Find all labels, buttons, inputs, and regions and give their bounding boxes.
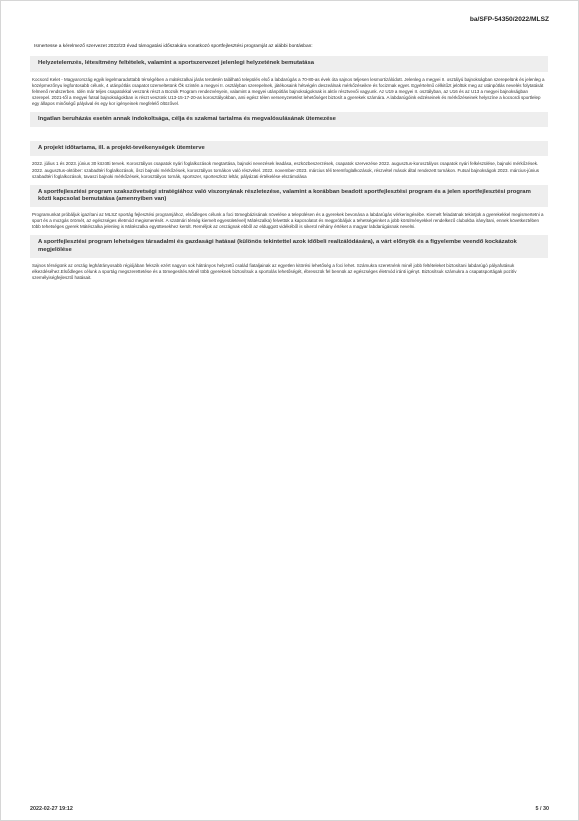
section-strategy bbox=[30, 185, 548, 231]
section-heading: Helyzetelemzés, létesítmény feltételek, valamint a sportszervezet jelenlegi helyzetének bemutatása bbox=[30, 56, 548, 71]
section-text: 2022. július 1 és 2023. június 30 közötti tervek. Korosztályos csapatok nyári foglalkozások megtartása, bajnoki nevezések leadása, eszközbeszerzések, csapatok szervezése 2022. augusztus-korosztályos csapatok nyári felkészülése, bajnoki mérkőzések. 2022. augusztus-október: szabadtéri foglalkozások, őszi bajnoki mérkőzések, korosztályos tornákon való részvétel. 2022. november-2023. március téli teremfoglalkozások, részvétel mások által rendezett tornákon. Futsal bajnokságok 2023. március-június szabadtéri foglalkozások, tavaszi bajnoki mérkőzések, korosztályos tornák, sportszer, sporteszköz leltár, pályázati értékelése elszámolása bbox=[32, 161, 540, 179]
section-real-estate bbox=[30, 112, 548, 137]
intro-text: Ismertesse a kérelmező szervezet 2022/23 évad támogatási időszakára vonatkozó sportfejlesztési programját az alábbi bontásban: bbox=[34, 44, 313, 49]
empty-section-text bbox=[30, 127, 548, 137]
footer-date: 2022-02-27 19:12 bbox=[30, 806, 73, 812]
section-heading: A sportfejlesztési program szakszövetségi stratégiához való viszonyának részletezése, valamint a korábban beadott sportfejlesztési program és a jelen sportfejlesztési program közti kapcsolat bemutatása (amennyiben van) bbox=[30, 185, 548, 207]
section-heading: A projekt időtartama, ill. a projekt-tevékenységek ütemterve bbox=[30, 141, 548, 156]
section-situation bbox=[30, 56, 548, 107]
section-heading: Ingatlan beruházás esetén annak indokoltsága, célja és szakmai tartalma és megvalósulásának ütemezése bbox=[30, 112, 548, 127]
section-text: Kocsord Kelet - Magyarország egyik legelmaradottabb térségében a mátészalkai járás területén található település első a labdarúgás a 70-80-as évek óta sajnos teljesen lesmortizálódott. Jelenleg a megyei II. osztályú bajnokságban szerepelünk és jelenleg a középmezőnyu legfontosabb célunk, 4 utánpótlás csapatot üzemeltetünk Ők szintén a megyei II. osztályban szerepelnek, játékosaink hétvégén deszeálnak mérkőzéseikre és focizmak egyet. Egyértelmű célkitűzt jelöltük meg az utánpótlás nevelés folytatását felmenő rendszerben. Idén már teljes csapatokkal veszünk részt a Bozsik Program rendezvényein, valamint a megyei utánpótlás bajnokságoknak is aktív résztvevői vagyunk. Az U19 a megyei II. osztályban, az U16 és az U13 a megyei bajnokságban szerepel. 2021-től a megyei futsal bajnokságokban is részt veszünk U13-15-17-20-as korosztályokban, ami egész télen versenyzetetést lehetőséget biztosít a gyerekek számára. A labdarúgóink edzéseinek és mérkőzéseinek helyszíne a kocsordi sportlelep egy állapos minőségű pályával és egy kor igényeinek megfelelő öltözővel. bbox=[32, 76, 545, 106]
document-body bbox=[30, 44, 548, 286]
section-text: Programunkat próbáljuk igazítani az MLSZ sportág fejlesztési programjához, elsődleges célunk a foci tömegbázisának növelése a településen és a gyerekek bevonása a labdarúgás vérkeringésébe. Kiemelt feladatnak tekintjük a gyerekekkel megismertetni a sport és a mozgás örömét, az egészséges életmód megismerését. A szatmári térség kiemelt egyesületével( Mátészalka) felvettük a kapcsolatot és megpróbáljuk a tehetségeinket a jobb körülményekkel rendelkező clubokba irányítani, ennek következtében több tehetséges gyerek Mátészalka jelenleg is Mátészalka együttesekhez került. Reméljük az országnak ebből az elduggott vidékéből is sikerül néhány értéket a magyar labdarúgásnak nevelni. bbox=[32, 212, 544, 230]
section-timeline bbox=[30, 141, 548, 179]
section-heading: A sportfejlesztési program lehetséges társadalmi és gazdasági hatásai (különös tekintettel azok időbeli realizálódására), a várt előnyök és a figyelembe veendő kockázatok megjelölése bbox=[30, 235, 548, 257]
section-impact bbox=[30, 235, 548, 281]
section-text: Sajnos térségünk az ország leghátrányosabb régiójában fekszik ezért nagyon sok hátrányos helyzetű család fiataljainak az egyetlen kitörési lehetőség a foci lehet. Számukra szeretnénk minél jobb feltételeket biztosítani labdarúgó pályafutásuk elkezdéséhez.Elsődleges célunk a sportág megszerettetése és a tömegesítés.Minél több gyereknek biztosítsuk a sportolás lehetőségét, ébresszük fel bennük az egészséges életmód iránti igényt. Biztosítsuk számukra a csapatsportágak pozitív személyiségfejlesztő hatásait. bbox=[32, 262, 517, 281]
document-id: ba/SFP-54350/2022/MLSZ bbox=[469, 16, 549, 23]
footer-page-number: 5 / 30 bbox=[535, 806, 549, 812]
